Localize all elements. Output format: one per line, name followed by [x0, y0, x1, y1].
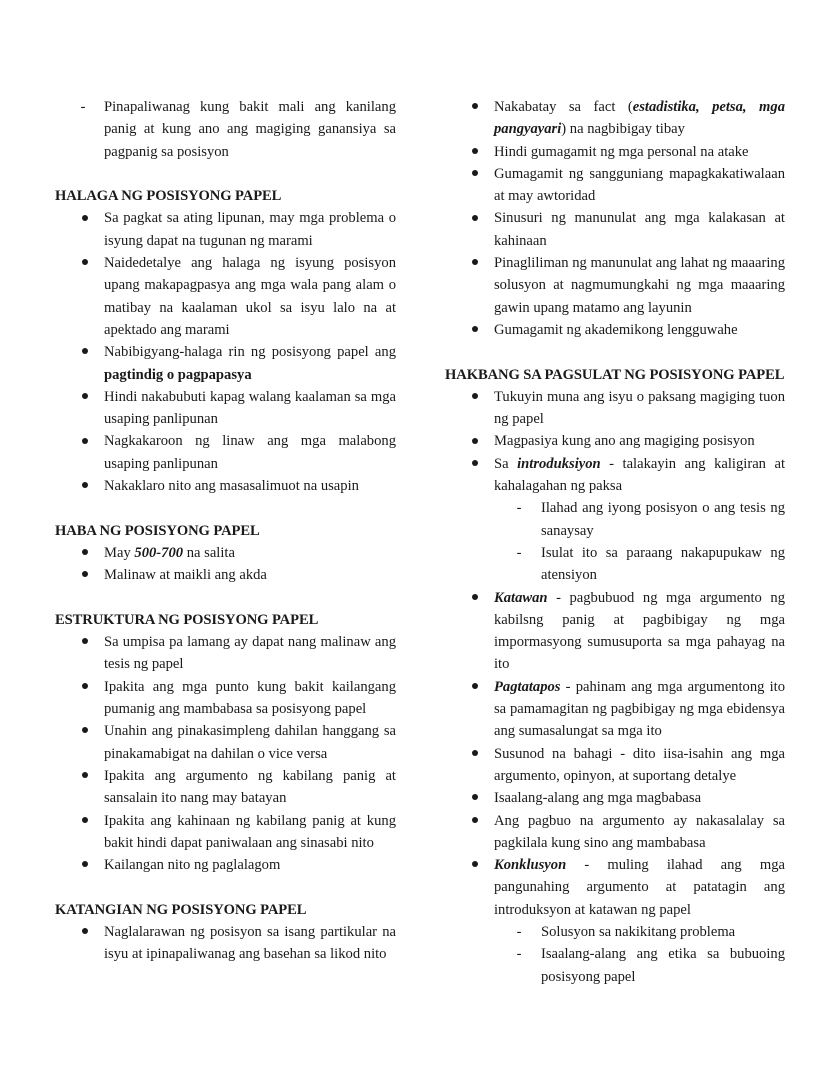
list-item: Tukuyin muna ang isyu o paksang magiging tuon ng papel: [445, 386, 785, 431]
list-item: Ipakita ang argumento ng kabilang panig at sansalain ito nang may batayan: [55, 765, 396, 810]
dash-marker: -: [80, 99, 86, 115]
list-item: Nakaklaro nito ang masasalimuot na usapin: [55, 475, 396, 497]
bold-phrase: pagtindig o pagpapasya: [104, 366, 252, 383]
emphasis: Pagtatapos: [494, 678, 561, 695]
list-item: Susunod na bahagi - dito iisa-isahin ang mga argumento, opinyon, at suportang detalye: [445, 743, 785, 788]
list-item: Ipakita ang kahinaan ng kabilang panig at kung bakit hindi dapat paniwalaan ang sinasabi nito: [55, 810, 396, 855]
section-heading-haba: HABA NG POSISYONG PAPEL: [55, 522, 260, 539]
bullet-icon: [469, 252, 481, 274]
hakbang-list: [445, 386, 785, 988]
bullet-icon: [469, 386, 481, 408]
section-heading-hakbang: HAKBANG SA PAGSULAT NG POSISYONG PAPEL: [445, 366, 785, 383]
bullet-icon: [469, 810, 481, 832]
bullet-icon: [469, 207, 481, 229]
section-heading-katangian: KATANGIAN NG POSISYONG PAPEL: [55, 901, 307, 918]
list-item: Sa pagkat sa ating lipunan, may mga problema o isyung dapat na tugunan ng marami: [55, 207, 396, 252]
bullet-icon: [79, 386, 91, 408]
section-heading-estruktura: ESTRUKTURA NG POSISYONG PAPEL: [55, 611, 319, 628]
sub-list-item: - Solusyon sa nakikitang problema: [445, 921, 785, 943]
emphasis: introduksiyon: [517, 455, 601, 472]
list-item: Nabibigyang-halaga rin ng posisyong papel ang pagtindig o pagpapasya: [55, 341, 396, 386]
bullet-icon: [79, 564, 91, 586]
left-column: [55, 96, 396, 966]
emphasis: estadistika, petsa, mga pangyayari: [494, 99, 785, 138]
dash-marker: -: [516, 500, 522, 517]
bullet-icon: [469, 453, 481, 475]
bullet-icon: [79, 810, 91, 832]
bullet-icon: [469, 96, 481, 118]
list-item: Sinusuri ng manunulat ang mga kalakasan at kahinaan: [445, 207, 785, 252]
katangian-continued-list: [445, 96, 785, 341]
bullet-icon: [469, 587, 481, 609]
bullet-icon: [79, 542, 91, 564]
estruktura-list: [55, 631, 396, 876]
list-item: Konklusyon - muling ilahad ang mga pangunahing argumento at patatagin ang introduksyon at katawan ng papel: [445, 854, 785, 921]
right-column: [445, 96, 785, 988]
list-item: Hindi gumagamit ng mga personal na atake: [445, 141, 785, 163]
list-item: Katawan - pagbubuod ng mga argumento ng kabilsng panig at pagbibigay ng mga impormasyong sumusuporta sa mga pahayag na ito: [445, 587, 785, 676]
intro-dash-list: [55, 96, 396, 163]
bullet-icon: [79, 631, 91, 653]
bullet-icon: [79, 430, 91, 452]
list-item: Sa introduksiyon - talakayin ang kaligiran at kahalagahan ng paksa: [445, 453, 785, 498]
dash-marker: -: [516, 946, 522, 963]
bullet-icon: [79, 341, 91, 363]
list-item: Nagkakaroon ng linaw ang mga malabong usaping panlipunan: [55, 430, 396, 475]
sub-list-item: - Ilahad ang iyong posisyon o ang tesis ng sanaysay: [445, 497, 785, 542]
bullet-icon: [79, 252, 91, 274]
list-item: Gumagamit ng sangguniang mapagkakatiwalaan at may awtoridad: [445, 163, 785, 208]
list-item: Naidedetalye ang halaga ng isyung posisyon upang makapagpasya ang mga wala pang alam o matibay na kaalaman ukol sa isyu lalo na at apektado ang marami: [55, 252, 396, 341]
katangian-list: [55, 921, 396, 966]
sub-list-item: - Isulat ito sa paraang nakapupukaw ng atensiyon: [445, 542, 785, 587]
list-item: Ipakita ang mga punto kung bakit kailangang pumanig ang mambabasa sa posisyong papel: [55, 676, 396, 721]
list-item: Unahin ang pinakasimpleng dahilan hanggang sa pinakamabigat na dahilan o vice versa: [55, 720, 396, 765]
haba-list: [55, 542, 396, 587]
bullet-icon: [79, 921, 91, 943]
list-item: Ang pagbuo na argumento ay nakasalalay sa pagkilala kung sino ang mambabasa: [445, 810, 785, 855]
bullet-icon: [79, 765, 91, 787]
bullet-icon: [469, 430, 481, 452]
halaga-list: [55, 207, 396, 497]
list-item: - Pinapaliwanag kung bakit mali ang kanilang panig at kung ano ang magiging ganansiya sa pagpanig sa posisyon: [55, 96, 396, 163]
list-item: Malinaw at maikli ang akda: [55, 564, 396, 586]
bullet-icon: [79, 207, 91, 229]
bullet-icon: [469, 676, 481, 698]
list-item: Kailangan nito ng paglalagom: [55, 854, 396, 876]
sub-list-item: - Isaalang-alang ang etika sa bubuoing posisyong papel: [445, 943, 785, 988]
list-item: Magpasiya kung ano ang magiging posisyon: [445, 430, 785, 452]
bullet-icon: [469, 743, 481, 765]
emphasis: Katawan: [494, 589, 548, 606]
bullet-icon: [469, 163, 481, 185]
bullet-icon: [79, 854, 91, 876]
dash-marker: -: [516, 544, 522, 561]
bullet-icon: [469, 141, 481, 163]
bullet-icon: [469, 319, 481, 341]
bullet-icon: [79, 720, 91, 742]
emphasis: 500-700: [134, 544, 184, 561]
bullet-icon: [469, 854, 481, 876]
list-item: May 500-700 na salita: [55, 542, 396, 564]
bullet-icon: [79, 475, 91, 497]
list-item: Isaalang-alang ang mga magbabasa: [445, 787, 785, 809]
emphasis: Konklusyon: [494, 857, 567, 874]
list-item: Gumagamit ng akademikong lengguwahe: [445, 319, 785, 341]
dash-marker: -: [516, 923, 522, 940]
bullet-icon: [469, 787, 481, 809]
list-item: Sa umpisa pa lamang ay dapat nang malinaw ang tesis ng papel: [55, 631, 396, 676]
list-item: Pagtatapos - pahinam ang mga argumentong ito sa pamamagitan ng pagbibigay ng mga ebidensya ang sumasalungat sa mga ito: [445, 676, 785, 743]
list-item: Naglalarawan ng posisyon sa isang partikular na isyu at ipinapaliwanag ang basehan sa likod nito: [55, 921, 396, 966]
list-item: Pinagliliman ng manunulat ang lahat ng maaaring solusyon at nagmumungkahi ng mga maaaring gawin upang matamo ang layunin: [445, 252, 785, 319]
list-item: Hindi nakabubuti kapag walang kaalaman sa mga usaping panlipunan: [55, 386, 396, 431]
bullet-icon: [79, 676, 91, 698]
list-item: Nakabatay sa fact (estadistika, petsa, mga pangyayari) na nagbibigay tibay: [445, 96, 785, 141]
section-heading-halaga: HALAGA NG POSISYONG PAPEL: [55, 188, 282, 205]
